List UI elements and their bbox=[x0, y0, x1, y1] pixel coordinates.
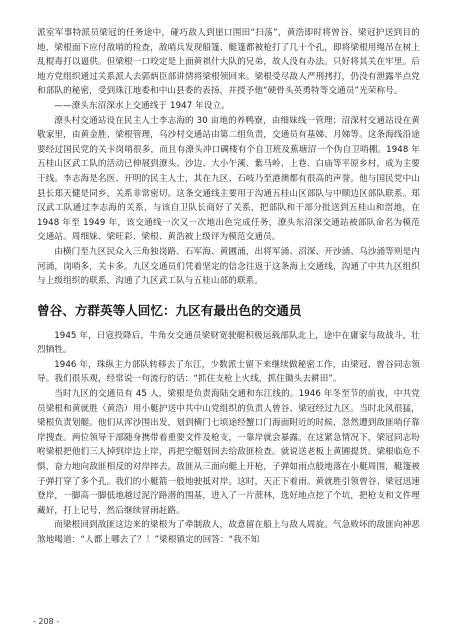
paragraph: 派室军事特派员梁冠的任务途中，碰巧敌人到崖口围田“扫荡”，黄浩即时将曾谷、梁冠护送到目的地，梁根面下应付敌哨的检查，敌哨兵发现船篷、艇篷都被枪打了几十个孔，即将梁根用绳吊在树上乱棍毒打以逼供。但梁根一口咬定是上面黄祺什大队的兄弟，故人没有办法。只好将其关在牢里。后地方党组织通过关系派人去郭炳臣部讲情将梁根领回来。梁根受尽敌人严刑拷打，仍没有泄露半点党和部队的秘密，受到珠江地委和中山县委的表扬，并授予他“硬骨头英勇特等交通员”光荣称号。 bbox=[37, 28, 420, 97]
paragraph-subheading: ——潦头东沼深水上交通线于 1947 年设立。 bbox=[54, 100, 230, 111]
document-body bbox=[37, 26, 420, 548]
paragraph: 当时九区的交通员有 45 人，梁根是负责海陆交通和东江线的。1946 年冬至节的前夜，中共党员梁根和黄就胜（黄浩）用小艇护送中共中山党组织的负责人曾谷、梁冠经过九区。当时北风很猛，梁根负责划艇。他们从浑沙围出发，划到横门七顷途经蟹口门海面附近的时候，忽然遭到敌匪哨仔靠岸搜查。两位领导干部随身携带着重要文件及枪支，一靠岸就会暴露。在这紧急情况下，梁冠同志吩咐梁根把他们三人掉到岸边上岸，再把空艇划回去给敌匪检查。就说送老板上黄圃提货。梁根临危不惧，奋力地向敌匪相反的对岸摔去。敌匪从三面向艇上开枪，子弹如雨点般地落在小艇周围，艇篷被子弹打穿了多个孔。我们的小艇箭一般地驶抵对岸。这时，天正下着雨。黄就胜引领曾谷、梁冠迅速登岸，一脚高一脚低地越过泥泞路潜的围基，进入了一片蔗林，选好地点挖了个坑，把枪支和文件埋藏好，打上记号，然后继续冒雨赶路。 bbox=[37, 389, 420, 516]
paragraph: 1945 年，日寇投降后，牛角女交通员梁财宽驶艇积极运载部队北上，途中在庸家与敌战斗，壮烈牺牲。 bbox=[37, 330, 420, 356]
paragraph: 由横门至九区民众入三角独岗路、石军海、黄圃涌，出将军涌、沼深、开沙涌、乌沙涌等则是内河涌，岗哨多，关卡多。九区交通员们凭着坚定的信念往返于这条海上交通线，沟通了中共九区组织与上级组织的联系，沟通了九区武工队与五桂山部的联系。 bbox=[37, 246, 420, 287]
paragraph: 潦头村交通站设在民主人士李志海的 30 亩地的养鸭寮，由细妹线一管理；沼深村交通站设在黄敬家里，由黄金胜、梁根管理，乌沙村交通站由第二组负责，交通员有基娣、月娣等。这条海线沿途要经过国民党的关卡岗哨很多，而且有潦头冲口碉楼有个自卫班及蕉塘沼一个伪自卫哨棚。1948 年五桂山区武工队的活动已伸展到潦头、沙边、大小午溪、紫马岭、上巷、白庙等平原乡村，成为主要干线。李志海是名医、开明的民主人士，其在九区、石岐乃至港澳都有很高的声誉。他与国民党中山县长郑天健是同乡，关系非常密切。这条交通线主要用于沟通五桂山区部队与中顺边区部队联系。郑汉武工队通过李志海的关系，与该自卫队长商好了关系，把部队和干部分批送到五桂山和滘地，在 1948 年至 1949 年，该交通线一次又一次地出色完成任务，潦头东沼深交通站被部队命名为模范交通站。周细妹、梁旺彩、梁根、黄浩被上级评为模范交通员。 bbox=[37, 115, 420, 243]
paragraph: 1946 年，珠纵主力部队转移去了东江，少数派士留下来继续做秘密工作，由梁冠、曾谷同志领导。我们很乐观，经常说一句流行的话：“抓住支枪上火线，抓住锄头去耕田”。 bbox=[37, 359, 420, 385]
paragraph: 而梁根回到敌匪这边来的梁根为了牵制敌人，故意留在船上与敌人周旋。气急败坏的敌匪向神恶煞地喝道：“人都上哪去了？！”梁根镇定的回答：“我不知 bbox=[37, 520, 420, 545]
page-number: - 208 - bbox=[33, 617, 60, 626]
section-heading: 曾谷、方群英等人回忆：九区有最出色的交通员 bbox=[37, 302, 302, 318]
